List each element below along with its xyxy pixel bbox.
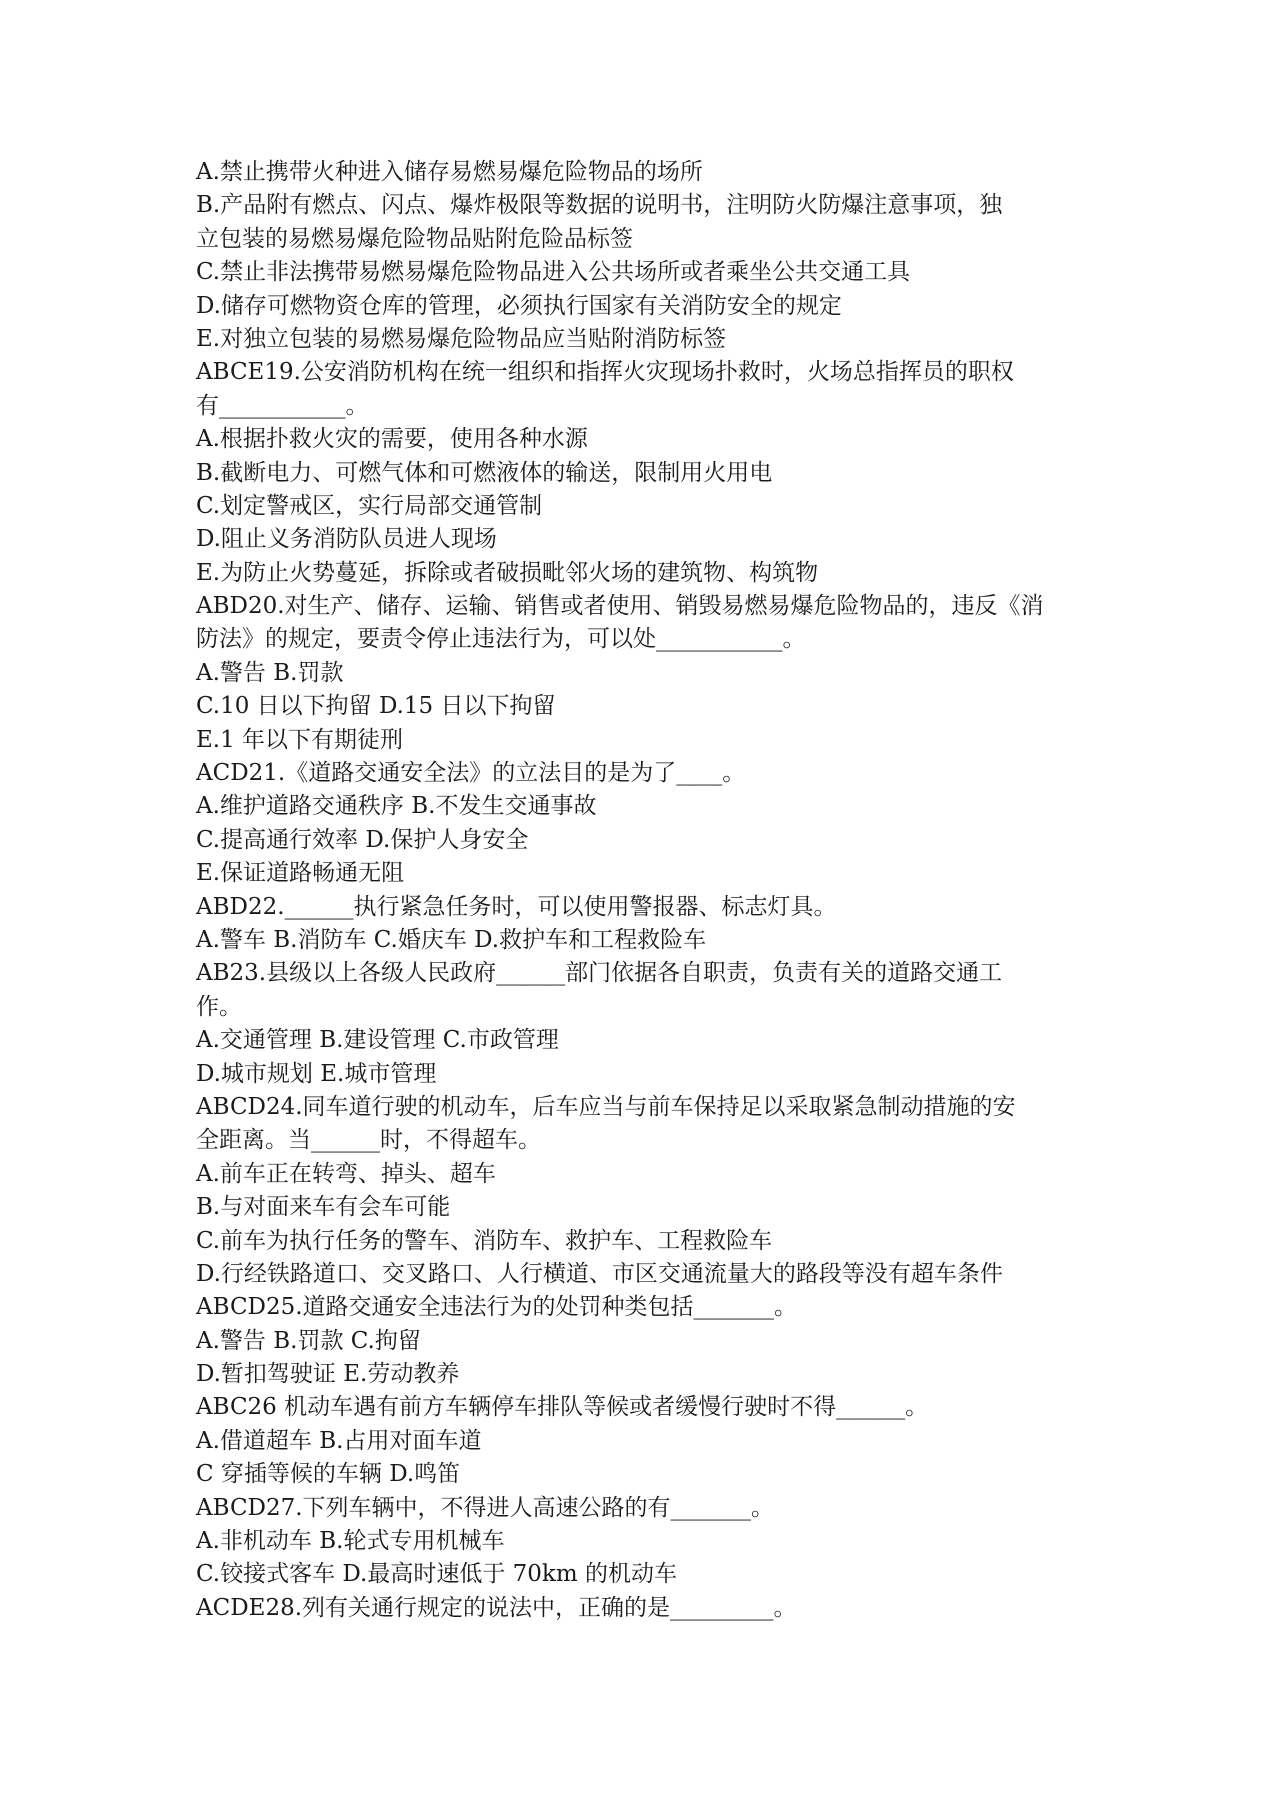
text-line: C.铰接式客车 D.最高时速低于 70km 的机动车 [196,1561,677,1588]
text-line: E.保证道路畅通无阻 [196,860,405,887]
text-line: A.警告 B.罚款 [196,659,344,686]
text-line: C.前车为执行任务的警车、消防车、救护车、工程救险车 [196,1227,773,1254]
text-line: 防法》的规定，要责令停止违法行为，可以处___________。 [196,626,806,653]
text-line: ABC26 机动车遇有前方车辆停车排队等候或者缓慢行驶时不得______。 [196,1394,929,1421]
text-line: ABCD24.同车道行驶的机动车，后车应当与前车保持足以采取紧急制动措施的安 [196,1093,1016,1120]
text-line: ABCE19.公安消防机构在统一组织和指挥火灾现场扑救时，火场总指挥员的职权 [196,359,1014,386]
text-line: B.与对面来车有会车可能 [196,1194,451,1221]
text-line: D.行经铁路道口、交叉路口、人行横道、市区交通流量大的路段等没有超车条件 [196,1260,1003,1287]
text-line: D.暂扣驾驶证 E.劳动教养 [196,1361,460,1388]
text-line: C.10 日以下拘留 D.15 日以下拘留 [196,693,556,720]
text-line: E.对独立包装的易燃易爆危险物品应当贴附消防标签 [196,325,727,352]
text-line: 全距离。当______时，不得超车。 [196,1127,541,1154]
text-line: AB23.县级以上各级人民政府______部门依据各自职责，负责有关的道路交通工 [196,960,1003,987]
text-line: 立包装的易燃易爆危险物品贴附危险品标签 [196,225,633,252]
text-line: C.禁止非法携带易燃易爆危险物品进入公共场所或者乘坐公共交通工具 [196,259,911,286]
document-body [196,156,1096,1625]
text-line: A.警车 B.消防车 C.婚庆车 D.救护车和工程救险车 [196,926,707,953]
text-line: D.城市规划 E.城市管理 [196,1060,437,1087]
text-line: E.1 年以下有期徒刑 [196,726,404,753]
text-line: ABD22.______执行紧急任务时，可以使用警报器、标志灯具。 [196,893,837,920]
text-line: E.为防止火势蔓延，拆除或者破损毗邻火场的建筑物、构筑物 [196,559,819,586]
text-line: A.警告 B.罚款 C.拘留 [196,1327,421,1354]
text-line: A.前车正在转弯、掉头、超车 [196,1160,496,1187]
text-line: D.阻止义务消防队员进人现场 [196,526,497,553]
text-line: A.非机动车 B.轮式专用机械车 [196,1528,505,1555]
text-line: 有___________。 [196,392,369,419]
text-line: C.划定警戒区，实行局部交通管制 [196,492,543,519]
text-line: ABD20.对生产、储存、运输、销售或者使用、销毁易燃易爆危险物品的，违反《消 [196,593,1044,620]
text-line: 作。 [196,993,242,1020]
text-line: A.交通管理 B.建设管理 C.市政管理 [196,1027,559,1054]
text-line: A.借道超车 B.占用对面车道 [196,1427,482,1454]
text-line: C 穿插等候的车辆 D.鸣笛 [196,1461,461,1488]
text-line: A.根据扑救火灾的需要，使用各种水源 [196,426,588,453]
text-line: ACD21.《道路交通安全法》的立法目的是为了____。 [196,760,746,787]
text-line: ABCD27.下列车辆中，不得进人高速公路的有_______。 [196,1494,775,1521]
text-line: A.禁止携带火种进入储存易燃易爆危险物品的场所 [196,159,703,185]
text-line: A.维护道路交通秩序 B.不发生交通事故 [196,793,597,820]
text-line: B.截断电力、可燃气体和可燃液体的输送，限制用火用电 [196,459,773,486]
text-line: B.产品附有燃点、闪点、爆炸极限等数据的说明书，注明防火防爆注意事项，独 [196,192,1003,219]
text-line: ABCD25.道路交通安全违法行为的处罚种类包括_______。 [196,1294,798,1321]
text-line: C.提高通行效率 D.保护人身安全 [196,826,529,853]
text-line: D.储存可燃物资仓库的管理，必须执行国家有关消防安全的规定 [196,292,842,319]
text-line: ACDE28.列有关通行规定的说法中，正确的是_________。 [196,1594,797,1621]
